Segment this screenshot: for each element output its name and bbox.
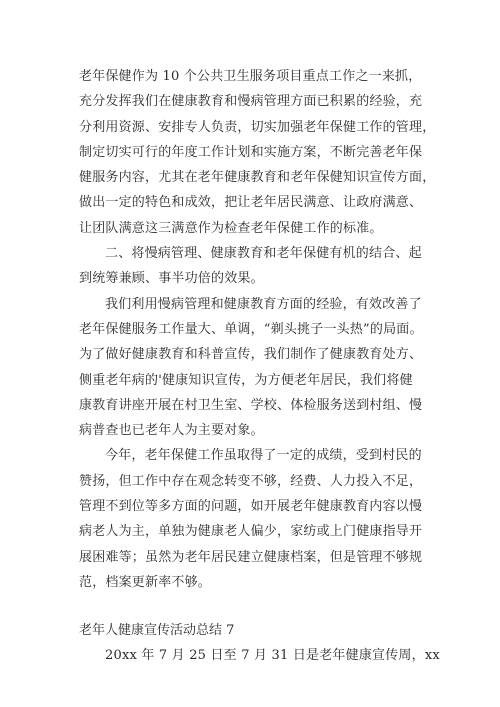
paragraph-line: 我们利用慢病管理和健康教育方面的经验，有效改善了 bbox=[105, 296, 422, 312]
paragraph-line: 病普查也已老年人为主要对象。 bbox=[79, 423, 264, 439]
paragraph-line: 制定切实可行的年度工作计划和实施方案，不断完善老年保 bbox=[79, 144, 423, 160]
section-spacer bbox=[79, 595, 434, 618]
paragraph-2 bbox=[79, 241, 434, 292]
paragraph-3 bbox=[79, 292, 434, 444]
paragraph-line: 康教育讲座开展在村卫生室、学校、体检服务送到村组、慢 bbox=[79, 397, 423, 413]
paragraph-line: 赞扬，但工作中存在观念转变不够，经费、人力投入不足， bbox=[79, 473, 423, 489]
paragraph-line: 病老人为主，单独为健康老人偏少，家纺或上门健康指导开 bbox=[79, 524, 423, 540]
paragraph-line: 健服务内容，尤其在老年健康教育和老年保健知识宣传方面， bbox=[79, 170, 436, 186]
paragraph-line: 二、将慢病管理、健康教育和老年保健有机的结合、起 bbox=[105, 246, 422, 262]
paragraph-5 bbox=[79, 643, 440, 668]
paragraph-line: 分利用资源、安排专人负责，切实加强老年保健工作的管理， bbox=[79, 119, 436, 135]
paragraph-line: 展困难等；虽然为老年居民建立健康档案，但是管理不够规 bbox=[79, 549, 423, 565]
paragraph-line: 范，档案更新率不够。 bbox=[79, 574, 212, 590]
document-body bbox=[79, 64, 440, 669]
paragraph-line: 侧重老年病的'健康知识宣传，为方便老年居民，我们将健 bbox=[79, 372, 413, 388]
paragraph-line: 今年，老年保健工作虽取得了一定的成绩，受到村民的 bbox=[105, 448, 422, 464]
paragraph-line: 做出一定的特色和成效，把让老年居民满意、让政府满意、 bbox=[79, 195, 423, 211]
paragraph-1 bbox=[79, 64, 434, 241]
paragraph-4 bbox=[79, 443, 434, 595]
paragraph-line: 老年保健作为 10 个公共卫生服务项目重点工作之一来抓， bbox=[79, 69, 422, 84]
paragraph-line: 20xx 年 7 月 25 日至 7 月 31 日是老年健康宣传周，xx bbox=[105, 648, 440, 664]
paragraph-line: 让团队满意这三满意作为检查老年保健工作的标准。 bbox=[79, 220, 383, 236]
paragraph-line: 到统筹兼顾、事半功倍的效果。 bbox=[79, 271, 264, 287]
paragraph-line: 充分发挥我们在健康教育和慢病管理方面已积累的经验，充 bbox=[79, 94, 423, 110]
paragraph-line: 老年保健服务工作量大、单调，“剃头挑子一头热”的局面。 bbox=[79, 321, 423, 337]
paragraph-line: 为了做好健康教育和科普宣传，我们制作了健康教育处方、 bbox=[79, 347, 423, 363]
section-title: 老年人健康宣传活动总结 7 bbox=[79, 623, 235, 639]
paragraph-line: 管理不到位等多方面的问题，如开展老年健康教育内容以慢 bbox=[79, 499, 423, 515]
